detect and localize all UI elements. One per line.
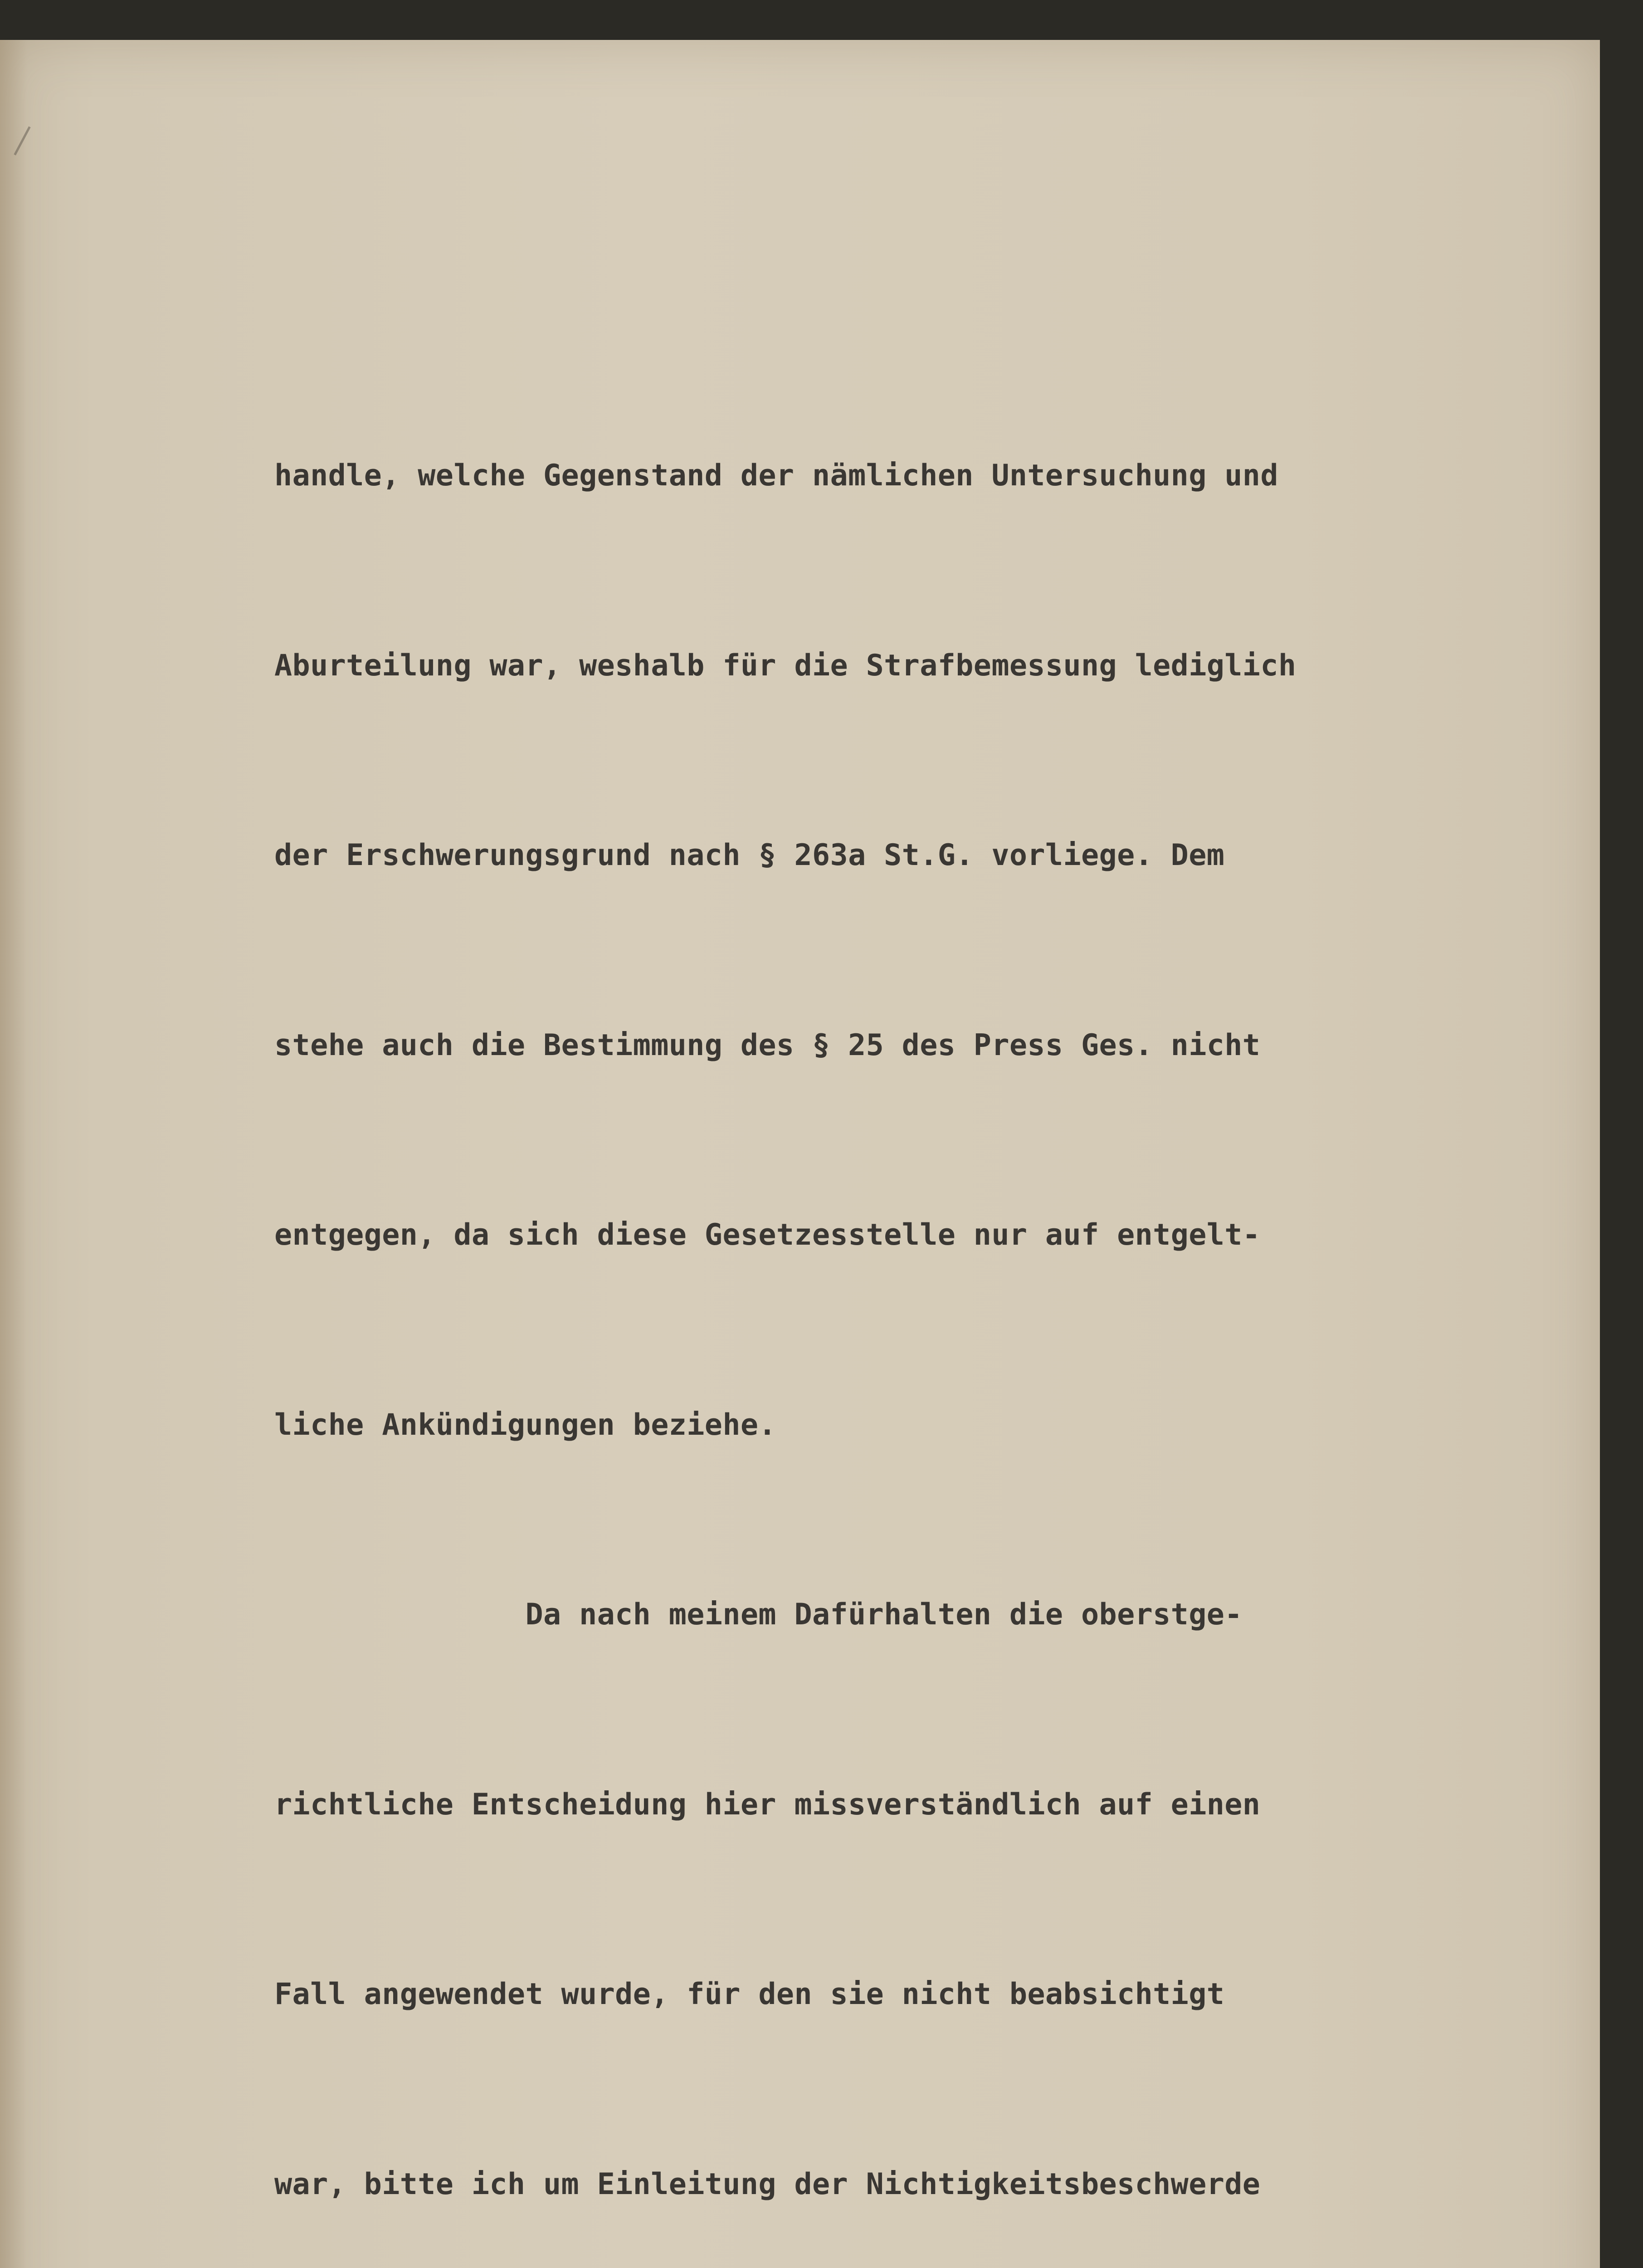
text-line: Fall angewendet wurde, für den sie nicht beabsichtigt [274,1977,1225,2011]
text-line: war, bitte ich um Einleitung der Nichtigkeitsbeschwerde [274,2167,1261,2201]
paper-left-shading [0,40,27,2268]
text-line: stehe auch die Bestimmung des § 25 des Press Ges. nicht [274,1028,1261,1062]
text-line: der Erschwerungsgrund nach § 263a St.G. vorliege. Dem [274,838,1225,872]
text-line: Da nach meinem Dafürhalten die oberstge- [274,1598,1243,1632]
text-line: entgegen, da sich diese Gesetzesstelle nur auf entgelt- [274,1218,1261,1252]
text-line: richtliche Entscheidung hier missverständlich auf einen [274,1787,1261,1822]
text-line: handle, welche Gegenstand der nämlichen Untersuchung und [274,459,1278,493]
typewritten-text [274,318,1444,2268]
text-line: Aburteilung war, weshalb für die Strafbemessung lediglich [274,648,1297,683]
text-line: liche Ankündigungen beziehe. [274,1408,776,1442]
